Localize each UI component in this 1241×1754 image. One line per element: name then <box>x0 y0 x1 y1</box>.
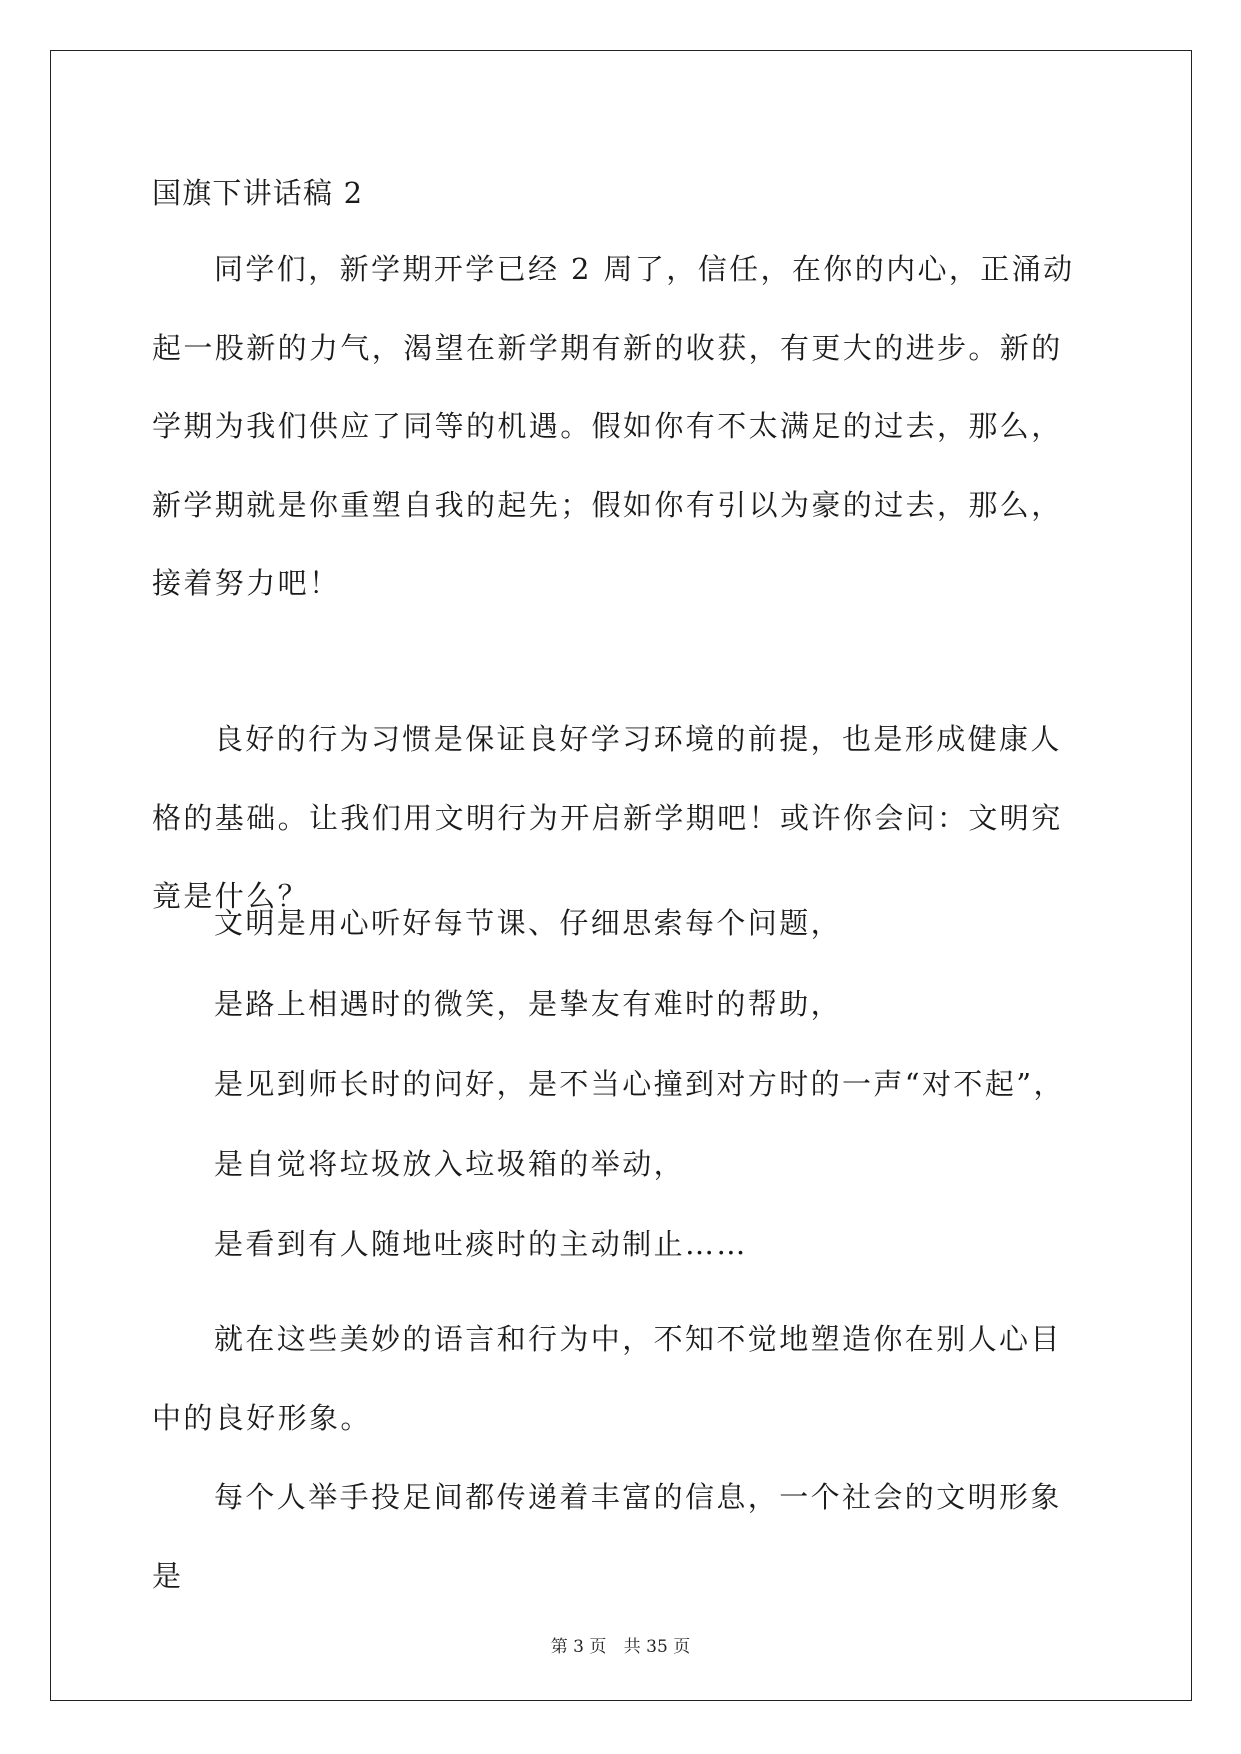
paragraph-1: 同学们，新学期开学已经 2 周了，信任，在你的内心，正涌动起一股新的力气，渴望在新学期有新的收获，有更大的进步。新的学期为我们供应了同等的机遇。假如你有不太满足的过去，那么，新学期就是你重塑自我的起先；假如你有引以为豪的过去，那么，接着努力吧！ <box>152 252 1075 600</box>
page-total: 共 35 页 <box>623 1637 691 1657</box>
civility-line-1: 文明是用心听好每节课、仔细思索每个问题， <box>214 906 843 940</box>
page-number: 第 3 页 <box>550 1637 607 1657</box>
document-title: 国旗下讲话稿 2 <box>152 176 364 210</box>
civility-line-5: 是看到有人随地吐痰时的主动制止…… <box>214 1227 748 1261</box>
civility-line-4: 是自觉将垃圾放入垃圾箱的举动， <box>214 1147 686 1181</box>
paragraph-4: 每个人举手投足间都传递着丰富的信息，一个社会的文明形象是 <box>152 1480 1062 1593</box>
page-footer <box>0 1632 1241 1657</box>
civility-line-3: 是见到师长时的问好，是不当心撞到对方时的一声“对不起”， <box>214 1067 1065 1101</box>
paragraph-2: 良好的行为习惯是保证良好学习环境的前提，也是形成健康人格的基础。让我们用文明行为开启新学期吧！或许你会问：文明究竟是什么？ <box>152 722 1063 913</box>
civility-line-2: 是路上相遇时的微笑，是挚友有难时的帮助， <box>214 987 843 1021</box>
paragraph-3: 就在这些美妙的语言和行为中，不知不觉地塑造你在别人心目中的良好形象。 <box>152 1322 1062 1435</box>
